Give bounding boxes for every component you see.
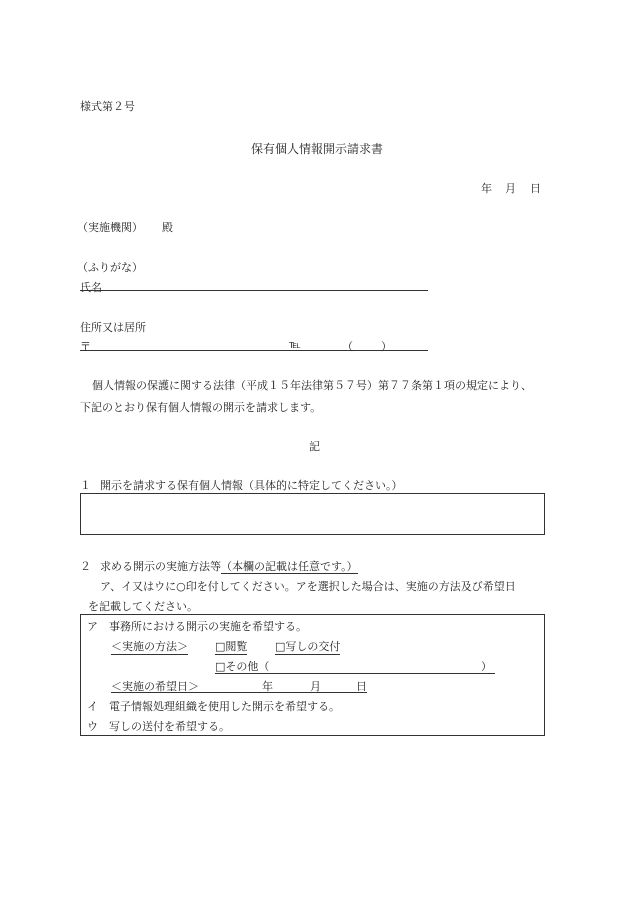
name-field[interactable] (80, 276, 428, 291)
address-label: 住所又は居所 (80, 321, 146, 334)
date-day: 日 (530, 182, 541, 195)
method-other-checkbox[interactable]: □その他（ (215, 660, 270, 673)
desired-month: 月 (310, 680, 321, 693)
option-i-mark[interactable]: イ (87, 700, 98, 713)
method-copy-checkbox[interactable]: □写しの交付 (275, 640, 341, 653)
address-field[interactable] (80, 336, 428, 351)
option-i-text: 電子情報処理組織を使用した開示を希望する。 (109, 700, 340, 713)
furigana-label: （ふりがな） (77, 261, 143, 274)
tel-paren-open: （ (342, 340, 353, 353)
name-label: 氏名 (80, 281, 102, 294)
ki-heading: 記 (309, 440, 320, 453)
method-box (80, 614, 545, 736)
option-a-text: 事務所における開示の実施を希望する。 (109, 620, 307, 633)
section2-number: ２ (80, 560, 91, 573)
section2-label (100, 558, 358, 574)
desired-date-label: ＜実施の希望日＞ (111, 680, 199, 693)
form-number: 様式第２号 (80, 100, 135, 113)
option-u-mark[interactable]: ウ (87, 720, 98, 733)
section2-instruction-line-1: ア、イ又はウに○印を付してください。アを選択した場合は、実施の方法及び希望日 (100, 580, 516, 593)
desired-day: 日 (356, 680, 367, 693)
desired-year: 年 (262, 680, 273, 693)
option-u-text: 写しの送付を希望する。 (109, 720, 230, 733)
method-other-close: ） (481, 660, 492, 673)
date-year: 年 (481, 182, 492, 195)
requested-info-box[interactable] (80, 493, 545, 535)
addressee-suffix: 殿 (162, 221, 173, 234)
option-a-mark[interactable]: ア (87, 620, 98, 633)
tel-mark: ℡ (289, 338, 301, 351)
method-view-checkbox[interactable]: □閲覧 (215, 640, 248, 653)
intro-line-2: 下記のとおり保有個人情報の開示を請求します。 (80, 401, 322, 414)
addressee-label: （実施機関） (77, 221, 143, 234)
section2-label-main: 求める開示の実施方法等 (100, 560, 221, 573)
intro-line-1: 個人情報の保護に関する法律（平成１５年法律第５７号）第７７条第１項の規定により、 (92, 379, 532, 392)
method-label: ＜実施の方法＞ (111, 640, 188, 653)
tel-paren-close: ） (381, 340, 392, 353)
section2-instruction-line-2: を記載してください。 (88, 600, 198, 613)
page-title: 保有個人情報開示請求書 (251, 142, 384, 156)
postal-mark: 〒 (80, 340, 91, 353)
section1-label: 開示を請求する保有個人情報（具体的に特定してください。） (100, 479, 403, 492)
section2-optional-note: （本欄の記載は任意です。） (221, 560, 358, 573)
date-month: 月 (505, 182, 516, 195)
section1-number: １ (80, 479, 91, 492)
